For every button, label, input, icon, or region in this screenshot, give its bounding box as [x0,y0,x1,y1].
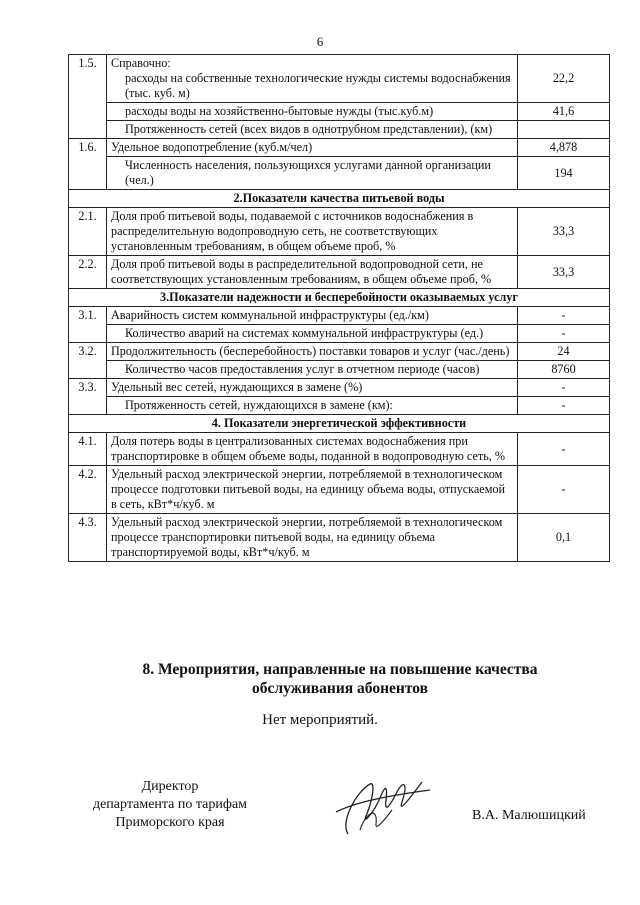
section-title: 4. Показатели энергетической эффективности [69,415,610,433]
row-number: 4.2. [69,466,107,514]
indicators-table [68,54,610,562]
row-value: 41,6 [518,103,610,121]
row-value: - [518,325,610,343]
table-row [69,466,610,514]
row-text: Доля потерь воды в централизованных системах водоснабжения при транспортировке в общем объеме воды, поданной в водопроводную сеть, % [107,433,518,466]
signatory-title [70,778,270,832]
section-row [69,289,610,307]
table-row [69,325,610,343]
row-text [107,103,518,121]
row-subtext: расходы на собственные технологические нужды системы водоснабжения (тыс. куб. м) [125,71,511,100]
row-value: 24 [518,343,610,361]
section-heading [80,660,600,698]
row-number: 2.2. [69,256,107,289]
row-text: Удельный вес сетей, нуждающихся в замене (%) [107,379,518,397]
heading-line-1: 8. Мероприятия, направленные на повышение качества [142,661,538,678]
table-row [69,121,610,139]
signatory-title-line: департамента по тарифам [92,797,248,812]
signature-image [326,772,436,842]
table-row [69,343,610,361]
row-value: - [518,433,610,466]
row-text [107,157,518,190]
table-row [69,397,610,415]
signatory-title-line: Приморского края [115,815,225,830]
row-subtext: Численность населения, пользующихся услугами данной организации (чел.) [125,158,491,187]
row-value: 4,878 [518,139,610,157]
table-row [69,307,610,325]
row-text: Доля проб питьевой воды в распределительной водопроводной сети, не соответствующих установленным требованиям, в общем объеме проб, % [107,256,518,289]
row-number: 4.3. [69,514,107,562]
heading-line-2: обслуживания абонентов [252,680,428,697]
row-subtext: Протяженность сетей (всех видов в однотрубном представлении), (км) [125,122,493,136]
row-number: 3.1. [69,307,107,343]
row-number: 2.1. [69,208,107,256]
row-label: Справочно: [111,56,171,70]
table-row [69,55,610,103]
section-row [69,190,610,208]
table-row [69,256,610,289]
row-subtext: Количество аварий на системах коммунальной инфраструктуры (ед.) [125,326,484,340]
row-value: - [518,466,610,514]
table-row [69,433,610,466]
no-measures-text: Нет мероприятий. [262,712,378,728]
row-number: 4.1. [69,433,107,466]
row-text [107,325,518,343]
row-value: 33,3 [518,256,610,289]
table-row [69,208,610,256]
signatory-title-line: Директор [141,779,199,794]
row-value: 0,1 [518,514,610,562]
table-row [69,379,610,397]
row-text: Удельный расход электрической энергии, потребляемой в технологическом процессе подготовки питьевой воды, на единицу объема воды, отпускаемой в сеть, кВт*ч/куб. м [107,466,518,514]
row-value: 8760 [518,361,610,379]
row-text: Удельный расход электрической энергии, потребляемой в технологическом процессе транспортировки питьевой воды, на единицу объема транспортируемой воды, кВт*ч/куб. м [107,514,518,562]
row-value: 22,2 [518,55,610,103]
section-title: 3.Показатели надежности и бесперебойности оказываемых услуг [69,289,610,307]
row-text: Аварийность систем коммунальной инфраструктуры (ед./км) [107,307,518,325]
row-text [107,397,518,415]
row-value: - [518,379,610,397]
row-number: 1.6. [69,139,107,190]
table-row [69,157,610,190]
row-number: 1.5. [69,55,107,139]
section-title: 2.Показатели качества питьевой воды [69,190,610,208]
row-value: - [518,397,610,415]
table-row [69,139,610,157]
row-value: 194 [518,157,610,190]
row-text: Продолжительность (бесперебойность) поставки товаров и услуг (час./день) [107,343,518,361]
row-value: - [518,307,610,325]
row-text [107,121,518,139]
row-text: Удельное водопотребление (куб.м/чел) [107,139,518,157]
row-subtext: Количество часов предоставления услуг в отчетном периоде (часов) [125,362,480,376]
table-row [69,361,610,379]
table-row [69,103,610,121]
row-text [107,361,518,379]
row-text [107,55,518,103]
signatory-name: В.А. Малюшицкий [472,808,586,823]
row-number: 3.2. [69,343,107,379]
table-row [69,514,610,562]
row-subtext: Протяженность сетей, нуждающихся в замене (км): [125,398,393,412]
row-value: 33,3 [518,208,610,256]
row-text: Доля проб питьевой воды, подаваемой с источников водоснабжения в распределительную водопроводную сеть, не соответствующих установленным требованиям, в общем объеме проб, % [107,208,518,256]
row-value [518,121,610,139]
page-number: 6 [316,34,324,49]
section-row [69,415,610,433]
row-number: 3.3. [69,379,107,415]
row-subtext: расходы воды на хозяйственно-бытовые нужды (тыс.куб.м) [125,104,434,118]
